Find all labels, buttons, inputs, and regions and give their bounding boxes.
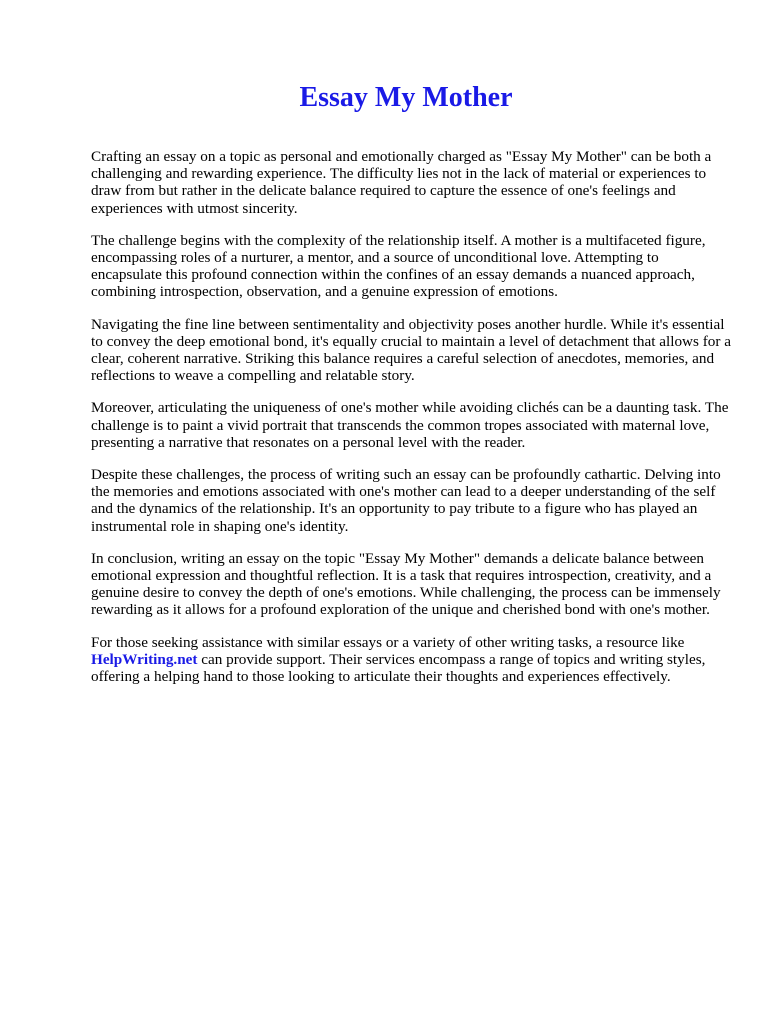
paragraph-uniqueness: Moreover, articulating the uniqueness of one's mother while avoiding clichés can be a daunting task. The challenge is to paint a vivid portrait that transcends the common tropes associated with maternal love, presenting a narrative that resonates on a personal level with the reader. — [91, 399, 729, 451]
paragraph-resource — [91, 634, 731, 686]
paragraph-sentimentality: Navigating the fine line between sentimentality and objectivity poses another hurdle. While it's essential to convey the deep emotional bond, it's equally crucial to maintain a level of detachment that allows for a clear, coherent narrative. Striking this balance requires a careful selection of anecdotes, memories, and reflections to weave a compelling and relatable story. — [91, 315, 731, 385]
paragraph-challenge: The challenge begins with the complexity of the relationship itself. A mother is a multifaceted figure, encompassing roles of a nurturer, a mentor, and a source of unconditional love. Attempting to encapsulate this profound connection within the confines of an essay demands a nuanced approach, combining introspection, observation, and a genuine expression of emotions. — [91, 231, 706, 301]
paragraph-intro: Crafting an essay on a topic as personal and emotionally charged as "Essay My Mother" can be both a challenging and rewarding experience. The difficulty lies not in the lack of material or experiences to draw from but rather in the delicate balance required to capture the essence of one's feelings and experiences with utmost sincerity. — [91, 148, 712, 217]
resource-text-after: can provide support. Their services encompass a range of topics and writing styles, offering a helping hand to those looking to articulate their thoughts and experiences effectively. — [91, 650, 706, 686]
document-page — [91, 0, 731, 685]
paragraph-conclusion: In conclusion, writing an essay on the topic "Essay My Mother" demands a delicate balance between emotional expression and thoughtful reflection. It is a task that requires introspection, creativity, and a genuine desire to convey the depth of one's emotions. While challenging, the process can be immensely rewarding as it allows for a profound exploration of the unique and cherished bond with one's mother. — [91, 549, 721, 619]
page-title: Essay My Mother — [299, 82, 513, 113]
helpwriting-link[interactable]: HelpWriting.net — [91, 650, 198, 668]
paragraph-cathartic: Despite these challenges, the process of writing such an essay can be profoundly cathartic. Delving into the memories and emotions associated with one's mother can lead to a deeper understanding of the self and the dynamics of the relationship. It's an opportunity to pay tribute to a figure who has played an instrumental role in shaping one's identity. — [91, 466, 721, 535]
resource-text-before: For those seeking assistance with similar essays or a variety of other writing tasks, a resource like — [91, 633, 685, 651]
